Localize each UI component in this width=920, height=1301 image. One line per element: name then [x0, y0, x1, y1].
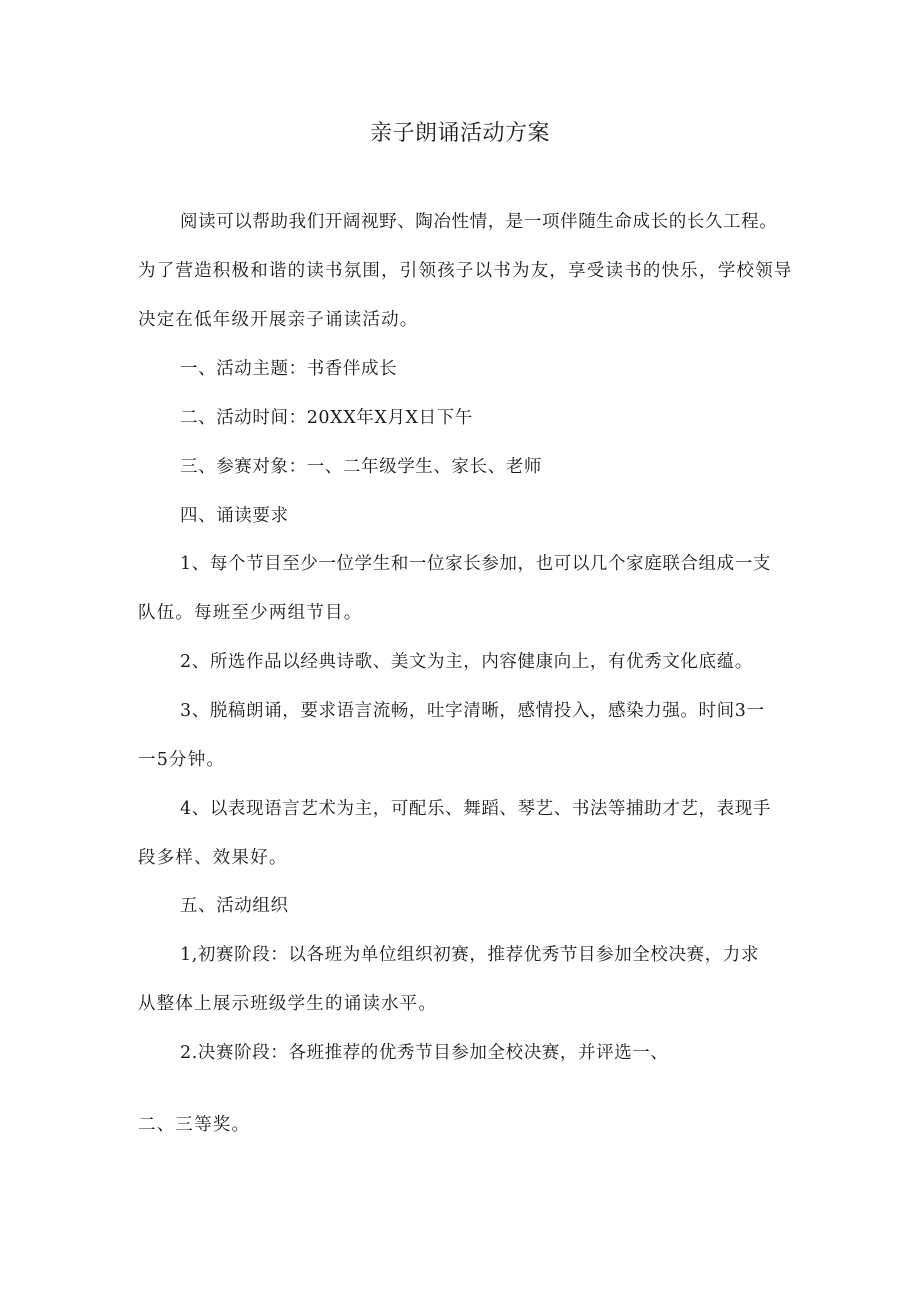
requirement-1-line-2: 队伍。每班至少两组节目。 [138, 603, 363, 623]
organization-1-line-1: 1,初赛阶段：以各班为单位组织初赛，推荐优秀节目参加全校决赛，力求 [180, 945, 759, 965]
organization-2-line-1: 2.决赛阶段：各班推荐的优秀节目参加全校决赛，并评选一、 [180, 1043, 669, 1063]
requirement-2-line-1: 2、所选作品以经典诗歌、美文为主，内容健康向上，有优秀文化底蕴。 [180, 652, 753, 672]
organization-2-line-2: 二、三等奖。 [138, 1115, 251, 1135]
intro-line-2: 为了营造积极和谐的读书氛围，引领孩子以书为友，享受读书的快乐，学校领导 [138, 261, 793, 281]
intro-line-3: 决定在低年级开展亲子诵读活动。 [138, 310, 419, 330]
section-requirements-heading: 四、诵读要求 [180, 506, 289, 526]
requirement-3-line-1: 3、脱稿朗诵，要求语言流畅，吐字清晰，感情投入，感染力强。时间3一 [180, 701, 765, 721]
requirement-4-line-1: 4、以表现语言艺术为主，可配乐、舞蹈、琴艺、书法等捕助才艺，表现手 [180, 799, 771, 819]
requirement-1-line-1: 1、每个节目至少一位学生和一位家长参加，也可以几个家庭联合组成一支 [180, 554, 771, 574]
requirement-4-line-2: 段多样、效果好。 [138, 848, 288, 868]
intro-line-1: 阅读可以帮助我们开阔视野、陶冶性情，是一项伴随生命成长的长久工程。 [180, 212, 778, 232]
organization-1-line-2: 从整体上展示班级学生的诵读水平。 [138, 994, 438, 1014]
requirement-3-line-2: 一5分钟。 [138, 750, 226, 770]
section-organization-heading: 五、活动组织 [180, 896, 289, 916]
document-title: 亲子朗诵活动方案 [369, 121, 550, 146]
section-time: 二、活动时间：20XX年X月X日下午 [180, 408, 473, 428]
section-participants: 三、参赛对象：一、二年级学生、家长、老师 [180, 457, 542, 477]
section-theme: 一、活动主题：书香伴成长 [180, 359, 398, 379]
